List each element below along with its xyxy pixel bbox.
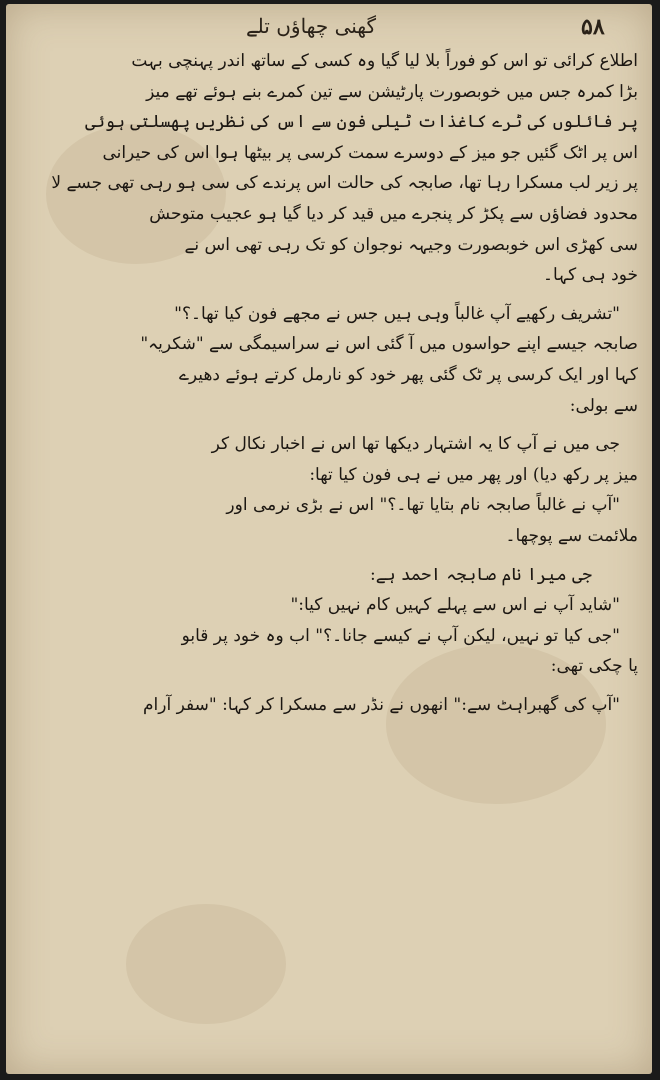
page-title: گھنی چھاؤں تلے [245,14,377,38]
book-page [6,4,652,1074]
text-line: میز پر رکھ دیا) اور پھر میں نے ہی فون کیا تھا: [309,464,638,485]
text-line: "آپ نے غالباً صابجہ نام بتایا تھا۔؟" اس نے بڑی نرمی اور [226,495,620,516]
text-line: پر فائلوں کی ٹرے کاغذات ٹیلی فون سے اس کی نظریں پھسلتی ہوئی [85,112,638,133]
text-line: اطلاع کرائی تو اس کو فوراً بلا لیا گیا وہ کسی کے ساتھ اندر پہنچی بہت [131,51,638,71]
text-line: "آپ کی گھبراہٹ سے:" انھوں نے نڈر سے مسکرا کر کہا: "سفر آرام [143,694,620,715]
text-line: جی میرا نام صابجہ احمد ہے: [369,564,592,585]
body-text [28,46,638,720]
text-line: صابجہ جیسے اپنے حواسوں میں آ گئی اس نے سراسیمگی سے "شکریہ" [140,334,638,355]
text-line: سی کھڑی اس خوبصورت وجیہہ نوجوان کو تک رہی تھی اس نے [184,234,638,255]
text-line: پا چکی تھی: [550,656,638,677]
text-line: جی میں نے آپ کا یہ اشتہار دیکھا تھا اس نے اخبار نکال کر [211,434,620,455]
text-line: محدود فضاؤں سے پکڑ کر پنجرے میں قید کر دیا گیا ہو عجیب متوحش [149,203,638,224]
text-line: کہا اور ایک کرسی پر ٹک گئی پھر خود کو نارمل کرتے ہوئے دھیرے [178,364,638,385]
text-line: ملائمت سے پوچھا۔ [505,525,638,546]
text-line: "تشریف رکھیے آپ غالباً وہی ہیں جس نے مجھے فون کیا تھا۔؟" [174,303,620,324]
text-line: "جی کیا تو نہیں، لیکن آپ نے کیسے جانا۔؟" اب وہ خود پر قابو [181,625,620,646]
text-line: سے بولی: [569,395,638,416]
text-line: خود ہی کہا۔ [543,265,638,286]
text-line: پر زیر لب مسکرا رہا تھا، صابجہ کی حالت اس پرندے کی سی ہو رہی تھی جسے لا [51,173,638,194]
text-line: "شاید آپ نے اس سے پہلے کہیں کام نہیں کیا:" [290,595,620,616]
paper-stain [126,904,286,1024]
text-line: اس پر اٹک گئیں جو میز کے دوسرے سمت کرسی پر بیٹھا ہوا اس کی حیرانی [102,142,638,163]
text-line: بڑا کمرہ جس میں خوبصورت پارٹیشن سے تین کمرے بنے ہوئے تھے میز [146,81,638,102]
page-number: ۵۸ [581,14,605,40]
running-head [6,10,652,44]
